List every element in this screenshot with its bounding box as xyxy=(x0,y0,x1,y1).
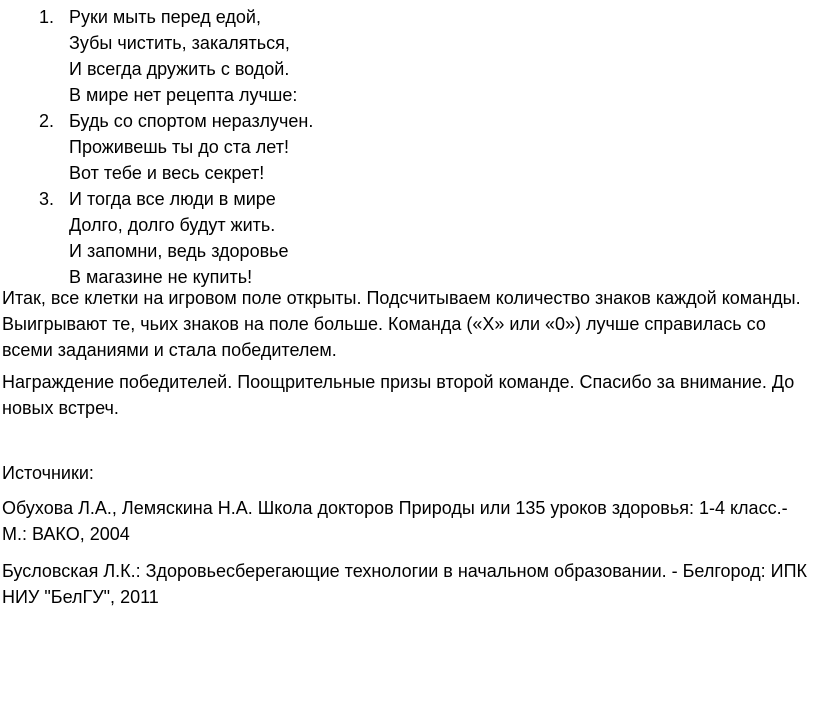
poem-line-text: Вот тебе и весь секрет! xyxy=(69,163,265,183)
poem-line-number: 1. xyxy=(39,7,55,27)
poem-line xyxy=(39,30,779,56)
poem-line xyxy=(39,108,779,134)
sources-heading: Источники: xyxy=(2,463,94,483)
poem-line xyxy=(39,186,779,212)
poem-line-text: Зубы чистить, закаляться, xyxy=(69,33,290,53)
poem-line-text: Долго, долго будут жить. xyxy=(69,215,276,235)
poem-line-text: И запомни, ведь здоровье xyxy=(69,241,289,261)
poem-line xyxy=(39,160,779,186)
poem-line-text: Будь со спортом неразлучен. xyxy=(69,111,314,131)
source-entry: Бусловская Л.К.: Здоровьесберегающие технологии в начальном образовании. - Белгород: ИПК НИУ "БелГУ", 2011 xyxy=(2,561,808,607)
poem-line-text: И тогда все люди в мире xyxy=(69,189,276,209)
poem-line xyxy=(39,238,779,264)
poem-line-number: 2. xyxy=(39,111,55,131)
poem-line xyxy=(39,212,779,238)
poem-line xyxy=(39,56,779,82)
poem-line xyxy=(39,134,779,160)
poem-line-text: Руки мыть перед едой, xyxy=(69,7,261,27)
poem-line-text: И всегда дружить с водой. xyxy=(69,59,290,79)
source-entry: Обухова Л.А., Лемяскина Н.А. Школа докторов Природы или 135 уроков здоровья: 1-4 класс.- М.: ВАКО, 2004 xyxy=(2,498,788,544)
poem-line-number: 3. xyxy=(39,189,55,209)
award-paragraph: Награждение победителей. Поощрительные призы второй команде. Спасибо за внимание. До новых встреч. xyxy=(2,372,795,418)
poem-line-text: В мире нет рецепта лучше: xyxy=(69,85,298,105)
poem-block xyxy=(39,4,779,290)
summary-paragraph: Итак, все клетки на игровом поле открыты. Подсчитываем количество знаков каждой команды. Выигрывают те, чьих знаков на поле больше. Команда («Х» или «0») лучше справилась со всеми заданиями и стала победителем. xyxy=(2,288,801,360)
poem-line-text: В магазине не купить! xyxy=(69,267,253,287)
poem-line xyxy=(39,4,779,30)
poem-line xyxy=(39,82,779,108)
poem-line-text: Проживешь ты до ста лет! xyxy=(69,137,289,157)
